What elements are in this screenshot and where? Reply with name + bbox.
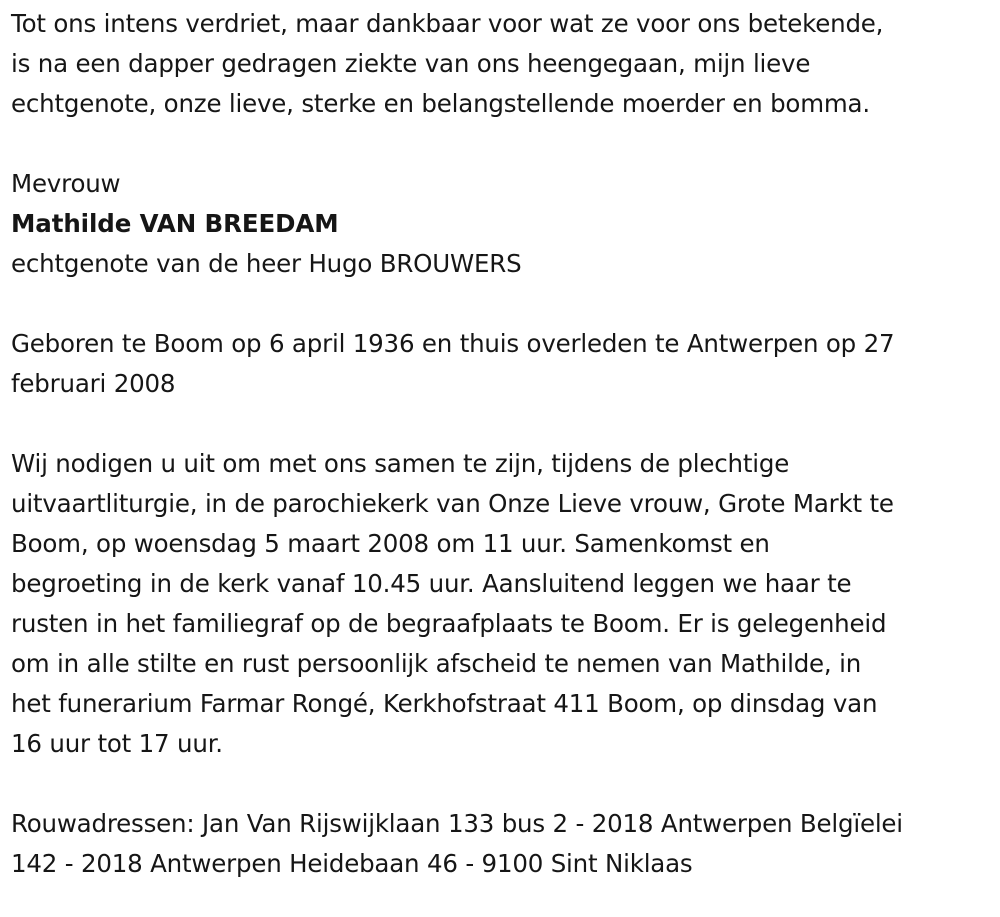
addresses-paragraph xyxy=(11,804,986,884)
invitation-line: het funerarium Farmar Rongé, Kerkhofstraat 411 Boom, op dinsdag van xyxy=(11,689,878,718)
invitation-line: begroeting in de kerk vanaf 10.45 uur. Aansluitend leggen we haar te xyxy=(11,569,852,598)
invitation-paragraph xyxy=(11,444,986,764)
intro-line: is na een dapper gedragen ziekte van ons heengegaan, mijn lieve xyxy=(11,49,811,78)
spouse-line: echtgenote van de heer Hugo BROUWERS xyxy=(11,249,522,278)
birth-death-paragraph xyxy=(11,324,986,404)
paragraph-spacer xyxy=(11,404,986,444)
intro-paragraph xyxy=(11,4,986,124)
paragraph-spacer xyxy=(11,124,986,164)
birth-death-line: februari 2008 xyxy=(11,369,176,398)
addresses-line: Rouwadressen: Jan Van Rijswijklaan 133 bus 2 - 2018 Antwerpen Belgïelei xyxy=(11,809,903,838)
invitation-line: rusten in het familiegraf op de begraafplaats te Boom. Er is gelegenheid xyxy=(11,609,887,638)
invitation-line: uitvaartliturgie, in de parochiekerk van Onze Lieve vrouw, Grote Markt te xyxy=(11,489,894,518)
intro-line: Tot ons intens verdriet, maar dankbaar voor wat ze voor ons betekende, xyxy=(11,9,884,38)
invitation-line: Boom, op woensdag 5 maart 2008 om 11 uur. Samenkomst en xyxy=(11,529,770,558)
birth-death-line: Geboren te Boom op 6 april 1936 en thuis overleden te Antwerpen op 27 xyxy=(11,329,895,358)
salutation: Mevrouw xyxy=(11,169,121,198)
invitation-line: om in alle stilte en rust persoonlijk afscheid te nemen van Mathilde, in xyxy=(11,649,862,678)
death-notice xyxy=(11,4,986,884)
paragraph-spacer xyxy=(11,284,986,324)
deceased-name: Mathilde VAN BREEDAM xyxy=(11,209,339,238)
intro-line: echtgenote, onze lieve, sterke en belangstellende moerder en bomma. xyxy=(11,89,870,118)
invitation-line: Wij nodigen u uit om met ons samen te zijn, tijdens de plechtige xyxy=(11,449,790,478)
invitation-line: 16 uur tot 17 uur. xyxy=(11,729,223,758)
addresses-line: 142 - 2018 Antwerpen Heidebaan 46 - 9100 Sint Niklaas xyxy=(11,849,693,878)
paragraph-spacer xyxy=(11,764,986,804)
